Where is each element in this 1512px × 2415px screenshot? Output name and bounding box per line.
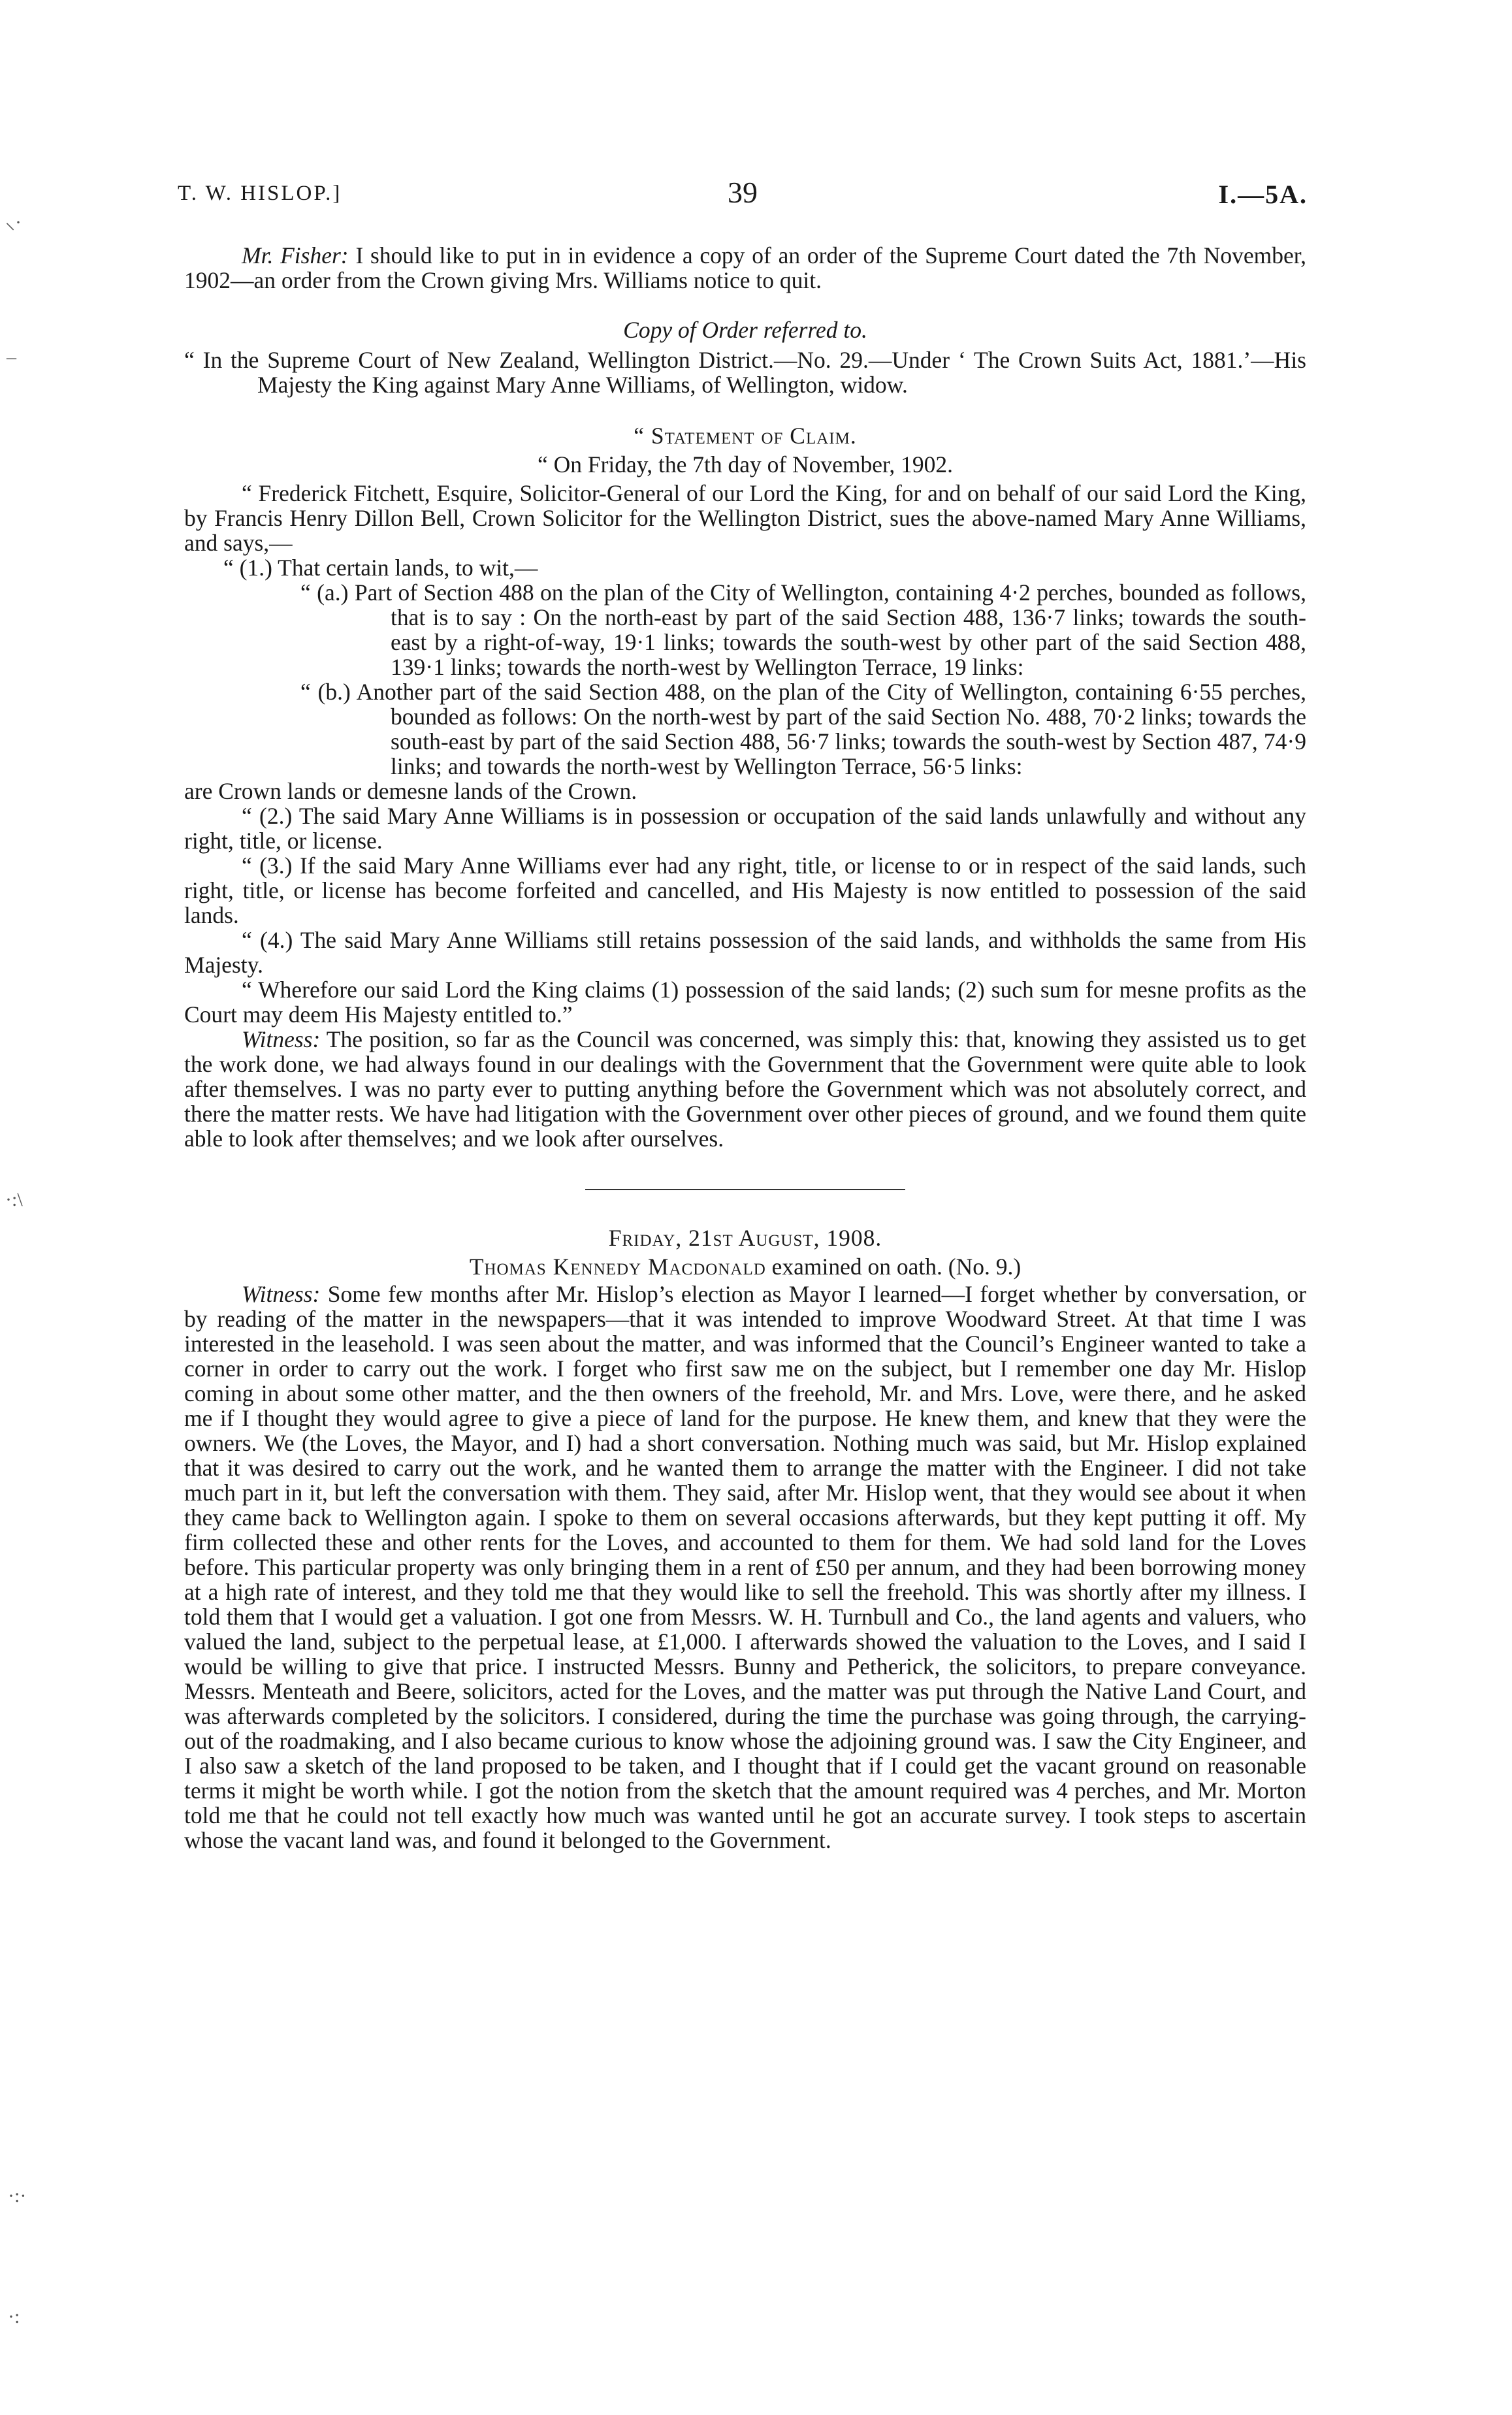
- claim-date: “ On Friday, the 7th day of November, 1902.: [537, 451, 954, 478]
- claim-intro: “ Frederick Fitchett, Esquire, Solicitor-General of our Lord the King, for and on behalf of our said Lord the King, by Francis Henry Dillon Bell, Crown Solicitor for the Wellington District, sues the above-named Mary Anne Williams, and says,—: [184, 480, 1306, 556]
- page-header: [178, 175, 1308, 214]
- claim-item-1b: “ (b.) Another part of the said Section 488, on the plan of the City of Wellington, containing 6·55 perches, bounded as follows: On the north-west by part of the said Section No. 488, 70·2 links; towards the south-east by part of the said Section 488, 56·7 links; towards the south-west by Section 487, 74·9 links; and towards the north-west by Wellington Terrace, 56·5 links:: [300, 679, 1306, 779]
- claim-item-3: “ (3.) If the said Mary Anne Williams ever had any right, title, or license to or in respect of the said lands, such right, title, or license has become forfeited and cancelled, and His Majesty is now entitled to possession of the said lands.: [184, 852, 1306, 928]
- margin-mark: ⸜·: [5, 212, 22, 233]
- witness-text: Some few months after Mr. Hislop’s election as Mayor I learned—I forget whether by conversation, or by reading of the matter in the newspapers—that it was intended to improve Woodward Street. At that time I was interested in the leasehold. I was seen about the matter, and was informed that the Council’s Engineer wanted to take a corner in order to carry out the work. I forget who first saw me on the subject, but I remember one day Mr. Hislop coming in about some other matter, and the then owners of the freehold, Mr. and Mrs. Love, were there, and he asked me if I thought they would agree to give a piece of land for the purpose. He knew them, and knew that they were the owners. We (the Loves, the Mayor, and I) had a short conversation. Nothing much was said, but Mr. Hislop explained that it was desired to carry out the work, and he wanted them to arrange the matter with the Engineer. I did not take much part in it, but left the conversation with them. They said, after Mr. Hislop went, that they would see about it when they came back to Wellington again. I spoke to them on several occasions afterwards, but they kept putting it off. My firm collected these and other rents for the Loves, and accounted to them for them. We had sold land for the Loves before. This particular property was only bringing them in a rent of £50 per annum, and they had been borrowing money at a high rate of interest, and they told me that they would like to sell the freehold. This was shortly after my illness. I told them that I would get a valuation. I got one from Messrs. W. H. Turnbull and Co., the land agents and valuers, who valued the land, subject to the perpetual lease, at £1,000. I afterwards showed the valuation to the Loves, and I said I would be willing to give that price. I instructed Messrs. Bunny and Petherick, the solicitors, to prepare conveyance. Messrs. Menteath and Beere, solicitors, acted for the Loves, and the matter was put through the Native Land Court, and was afterwards completed by the solicitors. I considered, during the time the purchase was going through, the carrying-out of the roadmaking, and I also became curious to know whose the adjoining ground was. I saw the City Engineer, and I also saw a sketch of the land proposed to be taken, and I thought that if I could get the vacant ground on reasonable terms it might be worth while. I got the notion from the sketch that the amount required was 4 perches, and Mr. Morton told me that he could not tell exactly how much was wanted until he got an accurate survey. I took steps to ascertain whose the vacant land was, and found it belonged to the Government.: [184, 1281, 1306, 1853]
- document-body: [184, 243, 1306, 1853]
- claim-item-1a: “ (a.) Part of Section 488 on the plan of the City of Wellington, containing 4·2 perches, bounded as follows, that is to say : On the north-east by part of the said Section 488, 136·7 links; towards the south-east by a right-of-way, 19·1 links; towards the south-west by other part of the said Section 488, 139·1 links; towards the north-west by Wellington Terrace, 19 links:: [300, 579, 1306, 680]
- claim-item-1: “ (1.) That certain lands, to wit,—: [223, 555, 538, 581]
- margin-mark: ·:·: [8, 2185, 27, 2207]
- speaker-label: Witness:: [242, 1281, 321, 1307]
- wherefore-paragraph: “ Wherefore our said Lord the King claims (1) possession of the said lands; (2) such sum for mesne profits as the Court may deem His Majesty entitled to.”: [184, 977, 1306, 1028]
- witness-name: Thomas Kennedy Macdonald: [469, 1254, 766, 1280]
- witness-text: The position, so far as the Council was concerned, was simply this: that, knowing they assisted us to get the work done, we had always found in our dealings with the Government that the Government were quite able to look after themselves. I was no party ever to putting anything before the Government which was not absolutely correct, and there the matter rests. We have had litigation with the Government over other pieces of ground, and we found them quite able to look after themselves; and we look after ourselves.: [184, 1026, 1307, 1152]
- intro-paragraph: [184, 243, 1306, 293]
- section-divider: [585, 1189, 905, 1190]
- intro-text: I should like to put in in evidence a copy of an order of the Supreme Court dated the 7th November, 1902—an order from the Crown giving Mrs. Williams notice to quit.: [184, 242, 1306, 293]
- examined-line: [184, 1254, 1306, 1279]
- speaker-label: Witness:: [242, 1026, 321, 1052]
- margin-mark: ·:: [8, 2306, 20, 2327]
- speaker-label: Mr. Fisher:: [242, 242, 349, 268]
- court-line: “ In the Supreme Court of New Zealand, Wellington District.—No. 29.—Under ‘ The Crown Suits Act, 1881.’—His Majesty the King against Mary Anne Williams, of Wellington, widow.: [184, 347, 1306, 398]
- examined-text: examined on oath. (No. 9.): [771, 1254, 1021, 1280]
- claim-item-4: “ (4.) The said Mary Anne Williams still retains possession of the said lands, and withholds the same from His Majesty.: [184, 927, 1306, 978]
- statement-heading: “ Statement of Claim.: [634, 423, 857, 449]
- claim-item-2: “ (2.) The said Mary Anne Williams is in possession or occupation of the said lands unlawfully and without any right, title, or license.: [184, 803, 1306, 854]
- page-number: 39: [728, 176, 758, 209]
- margin-mark: ·:\: [5, 1189, 23, 1210]
- hearing-date-heading: Friday, 21st August, 1908.: [608, 1225, 882, 1251]
- witness-paragraph-1: [184, 1027, 1306, 1151]
- header-running-title: T. W. HISLOP.]: [178, 182, 342, 205]
- crown-lands-line: are Crown lands or demesne lands of the Crown.: [184, 778, 637, 804]
- margin-mark: –: [7, 346, 16, 368]
- witness-paragraph-2: [184, 1282, 1306, 1853]
- document-reference: I.—5A.: [1218, 180, 1308, 209]
- copy-heading: Copy of Order referred to.: [623, 317, 867, 343]
